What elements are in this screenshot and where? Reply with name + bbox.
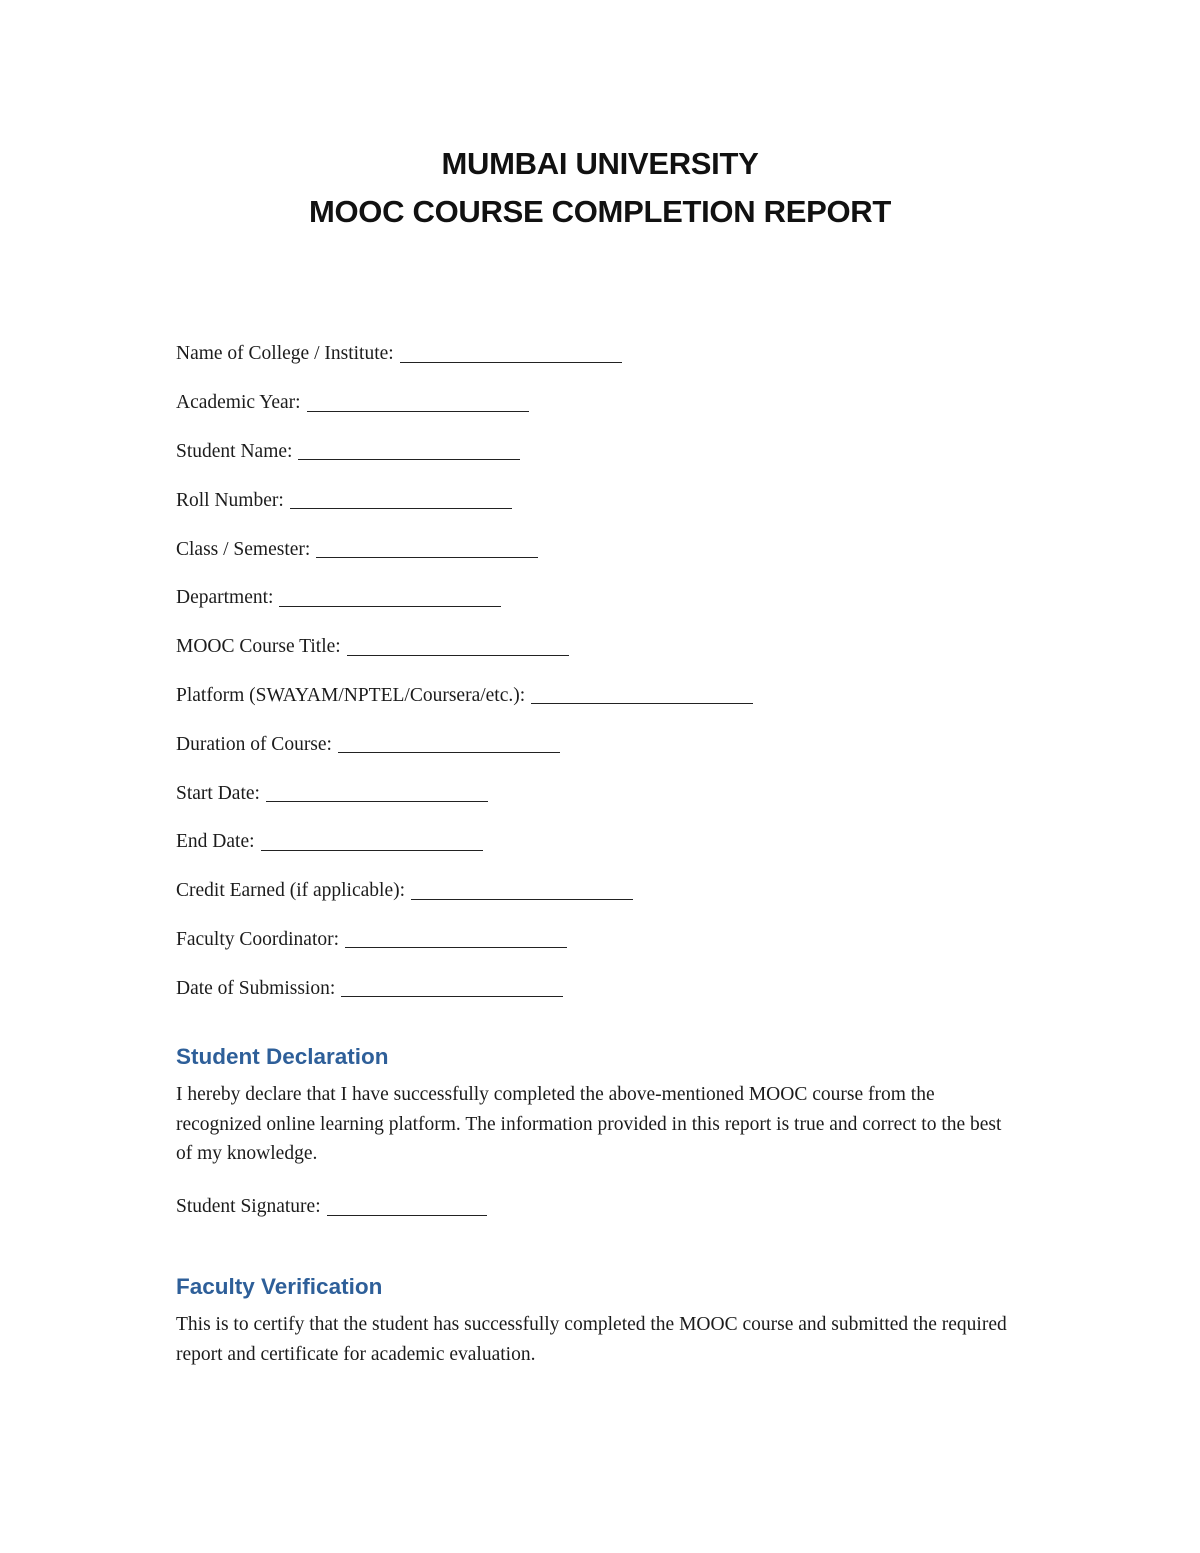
- fill-in-line[interactable]: [400, 342, 622, 363]
- field-college: [176, 330, 1076, 379]
- field-label: Student Name:: [176, 440, 293, 462]
- field-label: Date of Submission:: [176, 977, 336, 999]
- form-fields: [176, 330, 1076, 1013]
- university-title: MUMBAI UNIVERSITY: [441, 146, 759, 181]
- field-label: Academic Year:: [176, 392, 301, 414]
- fill-in-line[interactable]: [338, 732, 560, 753]
- declaration-heading: Student Declaration: [176, 1044, 389, 1069]
- field-start-date: [176, 769, 1076, 818]
- field-duration: [176, 720, 1076, 769]
- field-label: MOOC Course Title:: [176, 636, 341, 658]
- field-submission-date: [176, 964, 1076, 1013]
- fill-in-line[interactable]: [279, 586, 501, 607]
- fill-in-line[interactable]: [261, 830, 483, 851]
- field-label: Credit Earned (if applicable):: [176, 880, 406, 902]
- field-credit-earned: [176, 867, 1076, 916]
- student-signature-row: [176, 1196, 487, 1218]
- field-roll-number: [176, 476, 1076, 525]
- field-course-title: [176, 623, 1076, 672]
- fill-in-line[interactable]: [266, 781, 488, 802]
- field-label: Roll Number:: [176, 489, 284, 511]
- field-platform: [176, 672, 1076, 721]
- field-label: Name of College / Institute:: [176, 343, 394, 365]
- declaration-text: I hereby declare that I have successfully completed the above-mentioned MOOC course from the recognized online learning platform. The information provided in this report is true and correct to the best of my knowledge.: [176, 1084, 1002, 1164]
- fill-in-line[interactable]: [531, 683, 753, 704]
- verification-heading: Faculty Verification: [176, 1274, 383, 1299]
- verification-text: This is to certify that the student has successfully completed the MOOC course and submitted the required report and certificate for academic evaluation.: [176, 1314, 1007, 1365]
- report-title: MOOC COURSE COMPLETION REPORT: [308, 194, 892, 229]
- field-department: [176, 574, 1076, 623]
- fill-in-line[interactable]: [290, 488, 512, 509]
- field-end-date: [176, 818, 1076, 867]
- fill-in-line[interactable]: [298, 439, 520, 460]
- fill-in-line[interactable]: [347, 635, 569, 656]
- field-class-semester: [176, 525, 1076, 574]
- fill-in-line[interactable]: [345, 927, 567, 948]
- fill-in-line[interactable]: [307, 391, 529, 412]
- fill-in-line[interactable]: [316, 537, 538, 558]
- field-label: Duration of Course:: [176, 733, 332, 755]
- field-label: Faculty Coordinator:: [176, 928, 340, 950]
- field-student-name: [176, 428, 1076, 477]
- field-label: Class / Semester:: [176, 538, 311, 560]
- field-faculty-coordinator: [176, 916, 1076, 965]
- field-academic-year: [176, 379, 1076, 428]
- field-label: End Date:: [176, 831, 255, 853]
- report-title-block: [0, 140, 1200, 236]
- field-label: Start Date:: [176, 782, 260, 804]
- fill-in-line[interactable]: [411, 879, 633, 900]
- field-label: Department:: [176, 587, 274, 609]
- field-label: Platform (SWAYAM/NPTEL/Coursera/etc.):: [176, 684, 526, 706]
- signature-line[interactable]: [327, 1195, 487, 1216]
- fill-in-line[interactable]: [341, 976, 563, 997]
- signature-label: Student Signature:: [176, 1196, 321, 1217]
